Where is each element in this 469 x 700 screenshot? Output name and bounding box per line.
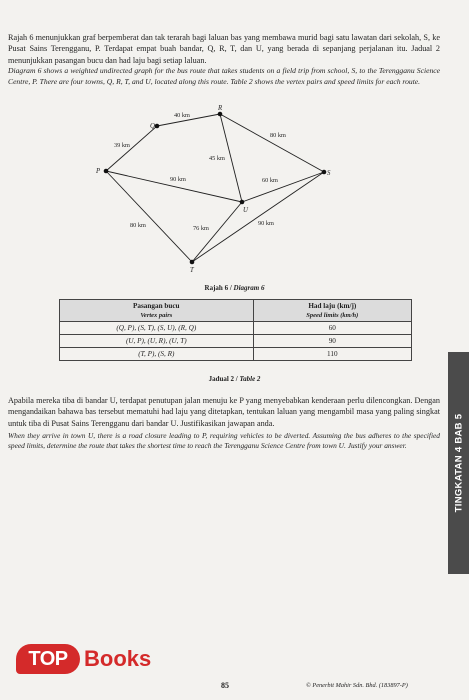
diagram-caption-separator: /	[228, 284, 234, 292]
weight-s-u: 60 km	[262, 177, 278, 184]
topbooks-logo	[16, 644, 166, 676]
table-cell-pairs: (T, P), (S, R)	[60, 348, 254, 361]
diagram-caption-english: Diagram 6	[233, 284, 265, 292]
intro-malay: Rajah 6 menunjukkan graf berpemberat dan tak terarah bagi laluan bas yang membawa murid bagi satu lawatan dari sekolah, S, ke Pusat Sains Terengganu, P. Terdapat empat buah bandar, Q, R, T, dan U, yang berada di sepanjang perjalanan itu. Jadual 2 menunjukkan pasangan bucu dan had laju bagi setiap laluan.	[8, 33, 440, 65]
vertex-q	[155, 124, 160, 129]
weight-p-t: 80 km	[130, 222, 146, 229]
intro-english: Diagram 6 shows a weighted undirected graph for the bus route that takes students on a field trip from school, S, to the Terengganu Science Centre, P. There are four towns, Q, R, T, and U, located along this route. Table 2 shows the vertex pairs and speed limits for each route.	[8, 66, 440, 86]
header-speed-limits	[253, 300, 411, 322]
chapter-side-tab	[448, 352, 469, 574]
vertex-label-t: T	[190, 267, 194, 274]
diagram-caption-malay: Rajah 6	[204, 284, 229, 292]
publisher-credit: © Penerbit Mahir Sdn. Bhd. (183897-P)	[306, 682, 408, 689]
vertex-label-p: P	[96, 168, 101, 175]
weight-q-r: 40 km	[174, 112, 190, 119]
table-row	[60, 322, 412, 335]
table-cell-pairs: (U, P), (U, R), (U, T)	[60, 335, 254, 348]
speed-limit-table	[59, 299, 412, 361]
header-vertex-pairs-english: Vertex pairs	[140, 311, 173, 319]
table-cell-speed: 110	[253, 348, 411, 361]
weight-s-t: 90 km	[258, 220, 274, 227]
edge-s-u	[242, 172, 324, 202]
table-row	[60, 348, 412, 361]
diagram-caption	[150, 284, 319, 292]
table-caption	[160, 375, 309, 383]
weight-p-u: 90 km	[170, 176, 186, 183]
table-caption-separator: /	[234, 375, 240, 383]
vertex-p	[104, 169, 109, 174]
side-tab-label: TINGKATAN 4 BAB 5	[453, 413, 464, 513]
vertex-s	[322, 170, 327, 175]
vertex-label-u: U	[243, 207, 248, 214]
weight-r-s: 80 km	[270, 132, 286, 139]
route-graph	[0, 0, 469, 300]
vertex-label-q: Q	[150, 123, 155, 130]
table-caption-malay: Jadual 2	[208, 375, 235, 383]
table-row	[60, 335, 412, 348]
edge-s-t	[192, 172, 324, 262]
edge-u-t	[192, 202, 242, 262]
vertex-u	[240, 200, 245, 205]
weight-p-q: 39 km	[114, 142, 130, 149]
vertex-label-r: R	[218, 105, 223, 112]
header-speed-limits-malay: Had laju (km/j)	[308, 301, 357, 310]
question-english: When they arrive in town U, there is a road closure leading to P, requiring vehicles to be diverted. Assuming the bus adheres to the specified speed limits, determine the route that takes the shortest time to reach the Terengganu Science Centre from town U. Justify your answer.	[8, 431, 440, 451]
table-cell-speed: 60	[253, 322, 411, 335]
logo-top: TOP	[16, 644, 80, 674]
table-cell-pairs: (Q, P), (S, T), (S, U), (R, Q)	[60, 322, 254, 335]
weight-r-u: 45 km	[209, 155, 225, 162]
table-cell-speed: 90	[253, 335, 411, 348]
table-caption-english: Table 2	[239, 375, 261, 383]
header-vertex-pairs-malay: Pasangan bucu	[133, 301, 180, 310]
edge-r-s	[220, 114, 324, 172]
table-header-row	[60, 300, 412, 322]
vertex-t	[190, 260, 195, 265]
page-number: 85	[221, 681, 229, 690]
vertex-label-s: S	[327, 170, 331, 177]
weight-u-t: 76 km	[193, 225, 209, 232]
edge-p-t	[106, 171, 192, 262]
question-malay: Apabila mereka tiba di bandar U, terdapat penutupan jalan menuju ke P yang menyebabkan kenderaan perlu dilencongkan. Dengan mengandaikan bahawa bas tersebut mematuhi had laju yang ditetapkan, tentukan laluan yang mengambil masa yang paling singkat untuk tiba di Pusat Sains Terengganu dari bandar U. Justifikasikan jawapan anda.	[8, 396, 440, 428]
header-speed-limits-english: Speed limits (km/h)	[306, 311, 359, 319]
logo-books: Books	[84, 646, 152, 671]
header-vertex-pairs	[60, 300, 254, 322]
vertex-r	[218, 112, 223, 117]
